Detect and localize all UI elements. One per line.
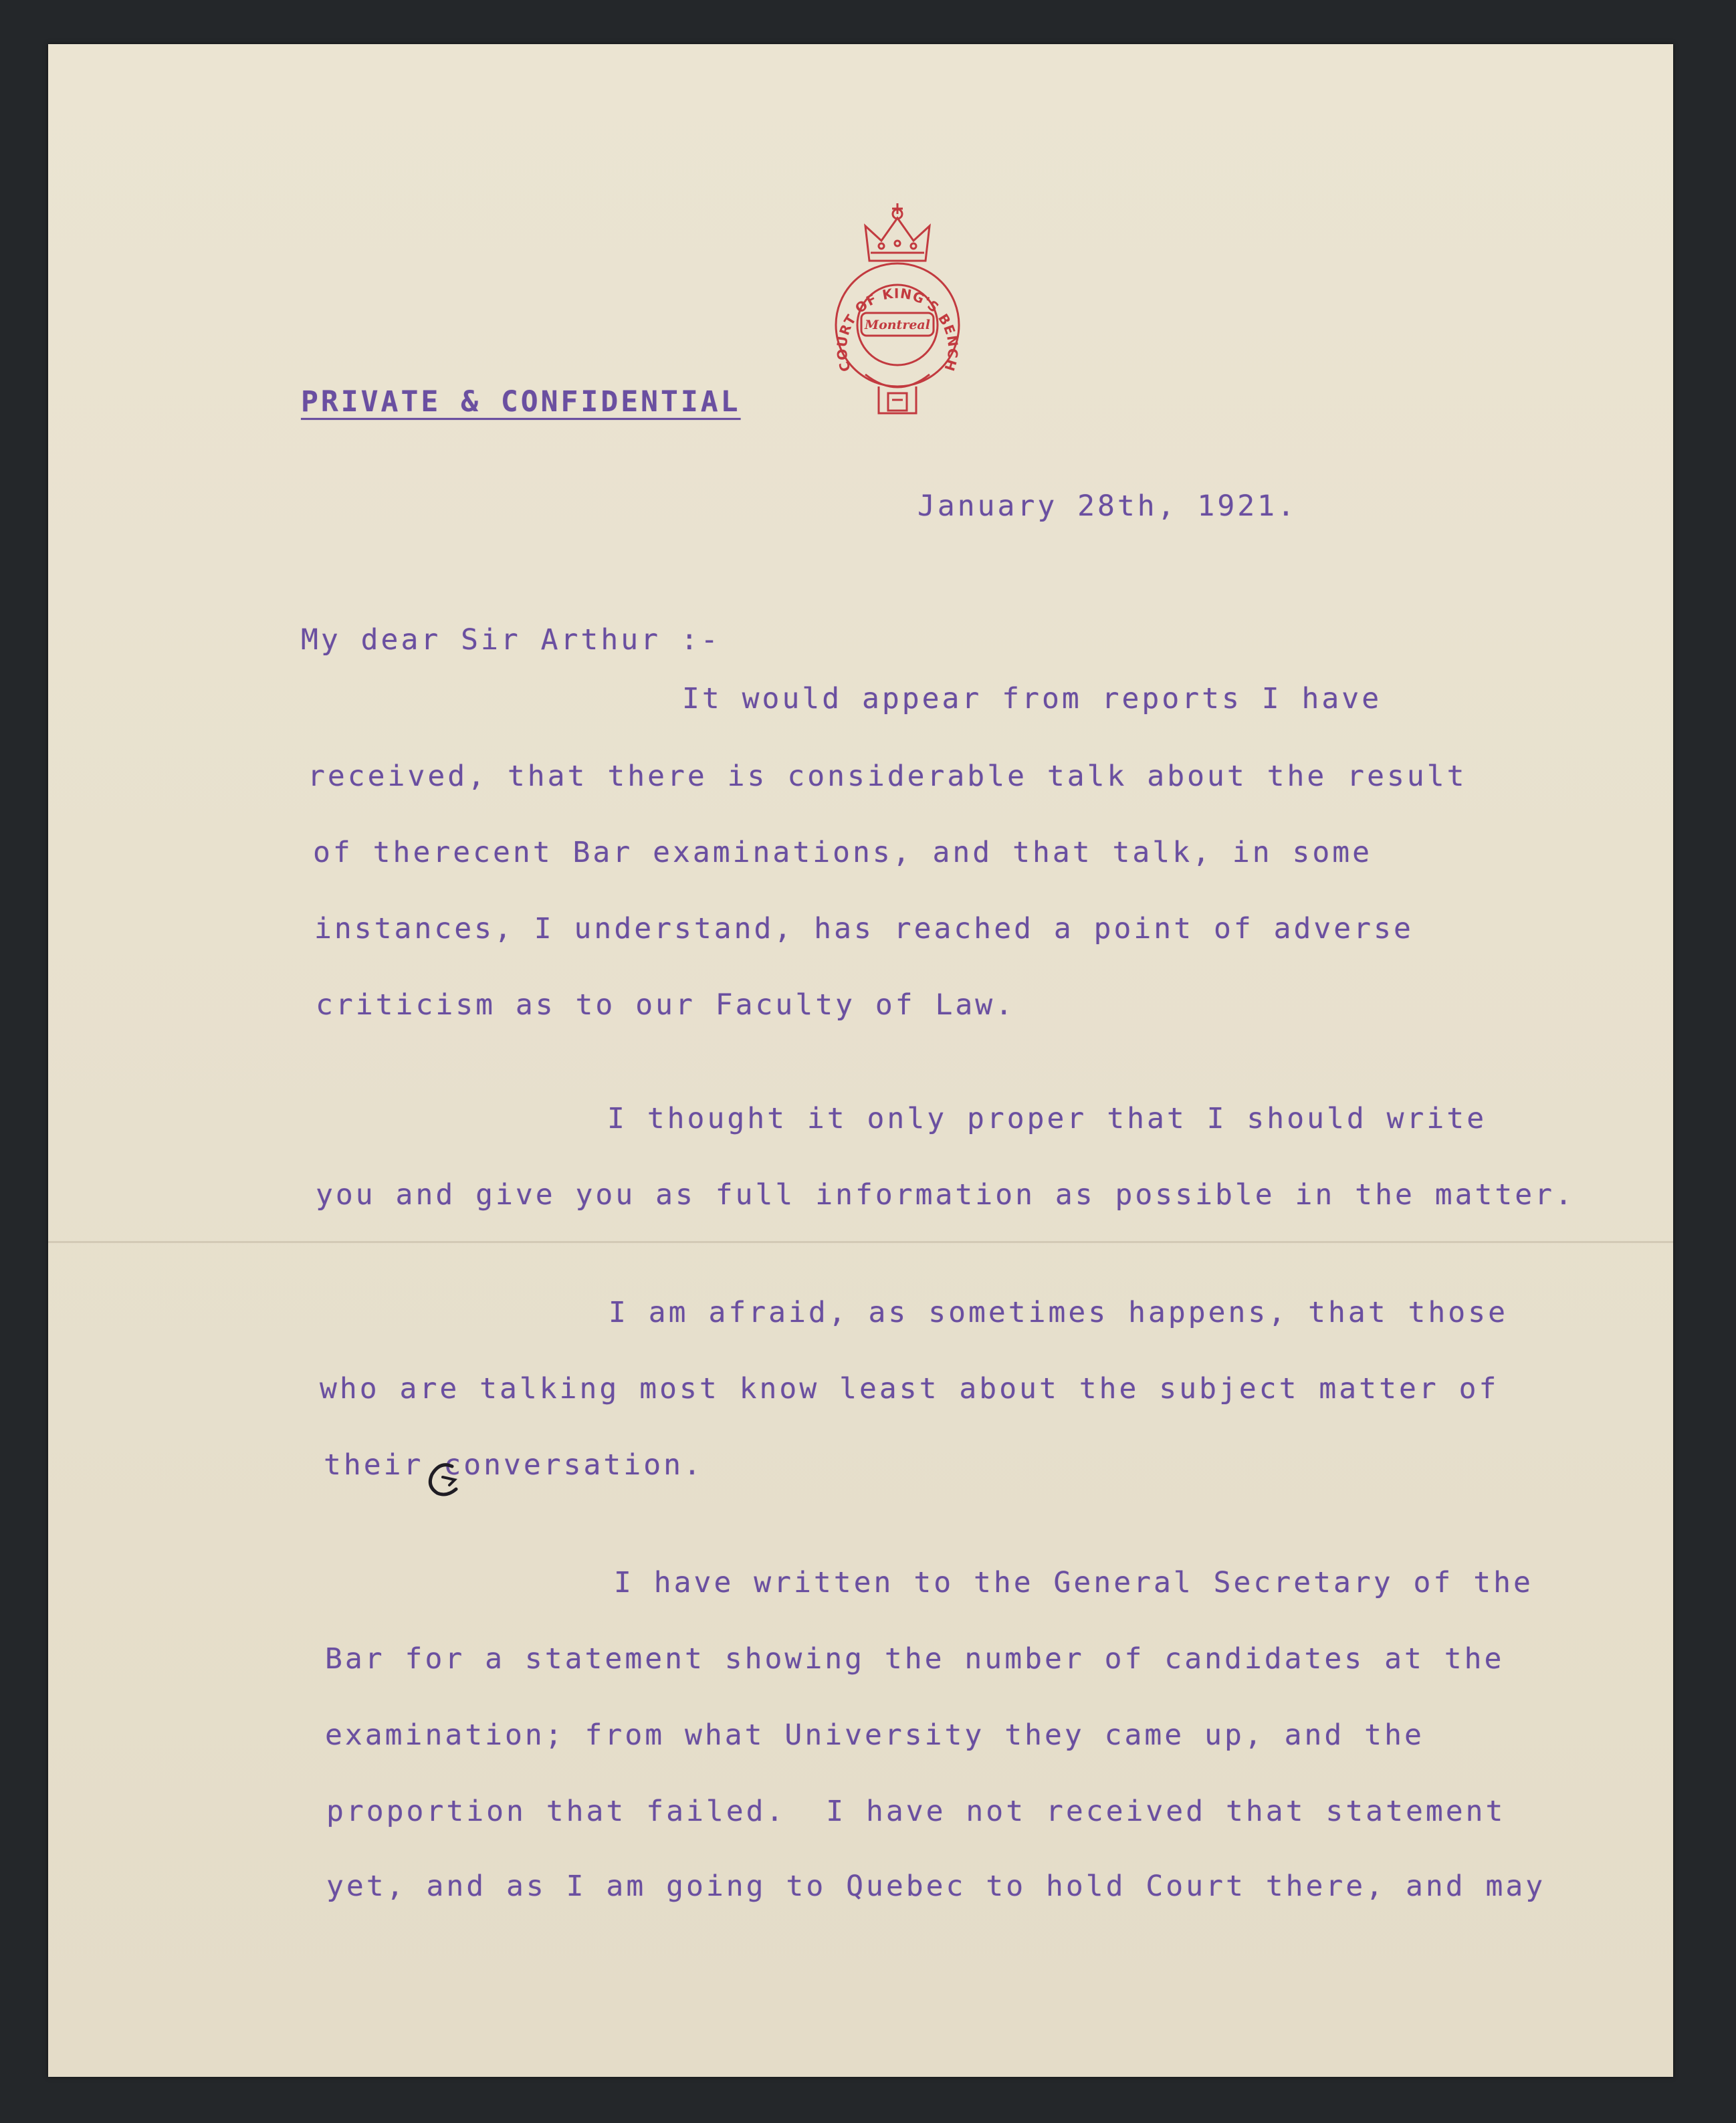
- body-line: I have written to the General Secretary of the: [614, 1566, 1533, 1599]
- seal-center-text: Montreal: [865, 318, 930, 332]
- confidential-heading: PRIVATE & CONFIDENTIAL: [301, 385, 741, 419]
- letter-page: [48, 44, 1673, 2077]
- body-line: Bar for a statement showing the number of candidates at the: [325, 1642, 1505, 1676]
- letter-date: January 28th, 1921.: [917, 489, 1297, 523]
- body-line: received, that there is considerable talk about the result: [308, 760, 1467, 793]
- body-line: It would appear from reports I have: [682, 682, 1382, 715]
- handwritten-correction-icon: [420, 1460, 467, 1500]
- body-line: you and give you as full information as possible in the matter.: [316, 1178, 1575, 1212]
- body-line: yet, and as I am going to Quebec to hold Court there, and may: [326, 1870, 1546, 1903]
- body-line: instances, I understand, has reached a point of adverse: [314, 912, 1414, 945]
- seal-ring-text: COURT OF KING'S BENCH: [833, 285, 962, 374]
- salutation: My dear Sir Arthur :-: [301, 623, 721, 657]
- body-line: examination; from what University they came up, and the: [325, 1718, 1424, 1752]
- body-line: I am afraid, as sometimes happens, that those: [609, 1296, 1508, 1329]
- body-line: their conversation.: [324, 1448, 703, 1482]
- body-line: of therecent Bar examinations, and that talk, in some: [313, 836, 1373, 869]
- body-line: proportion that failed. I have not received that statement: [326, 1795, 1506, 1828]
- body-line: criticism as to our Faculty of Law.: [316, 988, 1016, 1022]
- body-line: who are talking most know least about the subject matter of: [320, 1372, 1499, 1406]
- paper-fold: [48, 1241, 1673, 1243]
- court-seal-icon: [817, 199, 978, 423]
- body-line: I thought it only proper that I should write: [607, 1102, 1487, 1135]
